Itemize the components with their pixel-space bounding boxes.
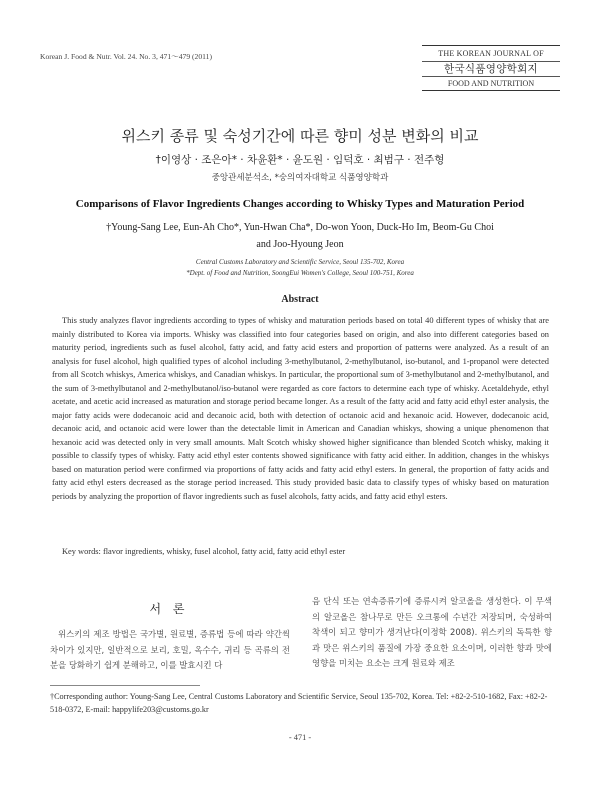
authors-english [0,219,600,253]
affiliation-english [0,257,600,279]
abstract-body: This study analyzes flavor ingredients according to types of whisky and maturation periods based on total 40 different types of whisky that are mainly distributed to Korea via imports. Whisky was classified into four categories based on origin, and also into different categories based on maturity period, ingredients such as fusel alcohol, fatty acid, and fatty acid esters and proportion of patterns were analyzed. As a result of an analysis for fusel alcohol, high qualified types of alcohol including 3-methylbutanol, 2-methylbutanol, iso-butanol, and 1-propanol were detected from all Scotch whiskys, America whiskys, and Canadian whiskys. In particular, the proportional sum of 3-methylbutanol and 2-methylbutanol, and the sum of 3-methylbutanol and 2-methylbutanol/iso-butanol were regarded as core factors to determine each type of whisky. Acetaldehyde, ethyl acetate, and acetic acid increased as maturation and storage period became longer. As a result of the fatty acid and fatty acid ethyl ester analysis, the major fatty acids were dodecanoic acid and decanoic acid, both with detection of octanoic acid and hexanoic acid. However, dodecanoic acid, decanoic acid, and octanoic acid were lower than the detectable limit in American and Canadian whiskys, showing a unique phenomenon that hexanoic acid was detected only in very small amounts. Malt Scotch whisky showed higher significance than blended Scotch whisky, making it possible to classify types of whisky. Fatty acid ethyl ester contents showed significance with fatty acid either. In addition, changes in the whiskys based on maturation period were confirmed via proportions of fatty acids and fatty acid ethyl esters. In general, the proportion of fatty acids and fatty acid ethyl esters decreased as the storage period increased. This study provided basic data to classify types of whisky based on maturation periods by analyzing the proportion of flavor ingredients such as fusel alcohols, fatty acids, and fatty acid ethyl esters. [52,316,549,501]
citation: Korean J. Food & Nutr. Vol. 24. No. 3, 471～479 (2011) [40,52,212,61]
journal-logo [422,45,560,91]
intro-right-column: 음 단식 또는 연속증류기에 증류시켜 알코올을 생성한다. 이 무색의 알코올은 참나무로 만든 오크통에 수년간 저장되며, 숙성하여 착색이 되고 향미가 생겨난다(이정학 2008). 위스키의 독특한 향과 맛은 위스키의 품질에 가장 중요한 요소이며, 이러한 향과 맛에 영향을 미치는 요소는 크게 원료와 제조 [312,596,552,668]
journal-name-korean: 한국식품영양학회지 [422,61,560,77]
authors-english-line-2: and Joo-Hyoung Jeon [256,239,344,250]
corresponding-author-footnote: †Corresponding author: Young-Sang Lee, Central Customs Laboratory and Scientific Service, Seoul 135-702, Korea. Tel: +82-2-510-1682, Fax: +82-2-518-0372, E-mail: happylife203@customs.go.kr [50,692,548,714]
journal-name-top: THE KOREAN JOURNAL OF [438,49,544,58]
journal-name-bottom: FOOD AND NUTRITION [422,78,560,91]
abstract-heading: Abstract [281,294,319,305]
title-korean: 위스키 종류 및 숙성기간에 따른 향미 성분 변화의 비교 [121,127,479,145]
authors-korean: †이영상 · 조은아* · 차윤환* · 윤도원 · 임덕호 · 최범구 · 전주형 [155,154,445,166]
authors-english-line-1: †Young-Sang Lee, Eun-Ah Cho*, Yun-Hwan Cha*, Do-won Yoon, Duck-Ho Im, Beom-Gu Choi [106,222,494,233]
footnote-rule [50,685,200,686]
affiliation-english-line-2: *Dept. of Food and Nutrition, SoongEui Women's College, Seoul 100-751, Korea [186,269,414,277]
title-english: Comparisons of Flavor Ingredients Changes according to Whisky Types and Maturation Period [75,198,525,210]
keywords: Key words: flavor ingredients, whisky, fusel alcohol, fatty acid, fatty acid ethyl ester [62,547,346,556]
affiliation-english-line-1: Central Customs Laboratory and Scientific Service, Seoul 135-702, Korea [195,258,405,266]
intro-left-column: 위스키의 제조 방법은 국가별, 원료별, 증류법 등에 따라 약간씩 차이가 있지만, 일반적으로 보리, 호밀, 옥수수, 귀리 등 곡류의 전분을 당화하기 쉽게 분해하고, 이를 발효시킨 다 [50,629,290,670]
section-heading-introduction: 서 론 [149,602,189,616]
page-number: - 471 - [288,733,312,742]
affiliation-korean: 중앙관세분석소, *숭의여자대학교 식품영양학과 [211,173,389,183]
